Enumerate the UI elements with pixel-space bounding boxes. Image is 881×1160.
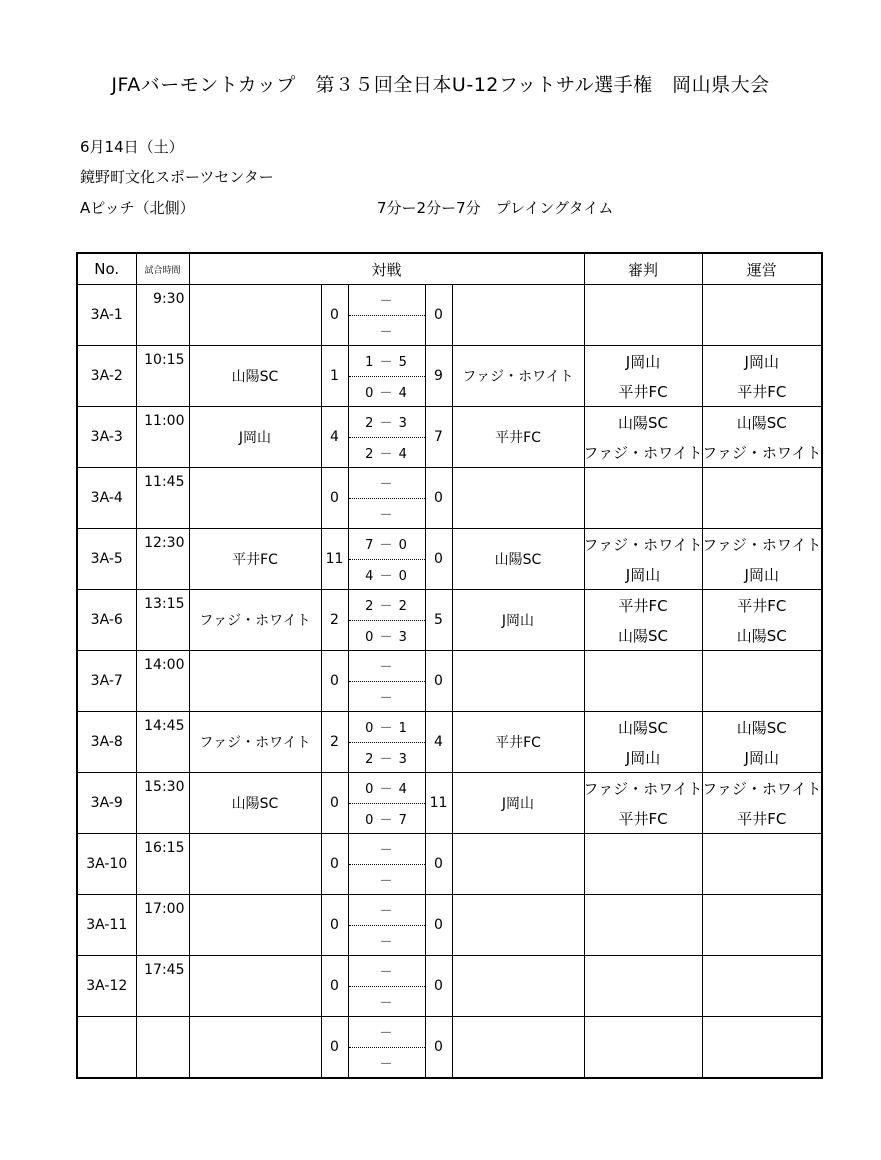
first-half-score: － (349, 1017, 425, 1048)
home-score: 11 (321, 529, 348, 590)
operation-team-2 (703, 864, 822, 894)
match-number: 3A-6 (77, 590, 136, 651)
home-team: 平井FC (189, 529, 321, 590)
home-team (189, 651, 321, 712)
operation-cell (702, 895, 822, 956)
operation-cell (702, 529, 822, 590)
home-score: 0 (321, 834, 348, 895)
operation-team-1: 山陽SC (736, 718, 787, 737)
referee-cell (584, 285, 702, 346)
home-score: 4 (321, 407, 348, 468)
header-time: 試合時間 (136, 253, 189, 285)
match-time: 16:15 (136, 834, 189, 895)
operation-team-1: ファジ・ホワイト (702, 535, 822, 554)
operation-team-2 (703, 315, 822, 345)
table-row (77, 1017, 822, 1079)
half-scores (348, 346, 425, 407)
away-score: 0 (425, 468, 452, 529)
away-team (452, 956, 584, 1017)
second-half-score: － (379, 934, 394, 950)
match-number: 3A-1 (77, 285, 136, 346)
table-row (77, 407, 822, 468)
home-score: 0 (321, 1017, 348, 1079)
referee-cell (584, 346, 702, 407)
away-team: J岡山 (452, 590, 584, 651)
table-row (77, 712, 822, 773)
table-row (77, 651, 822, 712)
operation-cell (702, 468, 822, 529)
second-half-score: 0 － 7 (365, 812, 408, 828)
operation-team-2 (703, 498, 822, 528)
referee-team-1: 山陽SC (618, 718, 668, 737)
half-scores (348, 773, 425, 834)
home-team: 山陽SC (189, 346, 321, 407)
operation-cell (702, 651, 822, 712)
header-referee: 審判 (584, 253, 702, 285)
first-half-score: 7 － 0 (349, 529, 425, 560)
document-title: JFAバーモントカップ 第３５回全日本U-12フットサル選手権 岡山県大会 (111, 74, 770, 96)
away-team (452, 895, 584, 956)
referee-cell (584, 651, 702, 712)
first-half-score: 0 － 1 (349, 712, 425, 743)
operation-team-2: 平井FC (737, 382, 787, 401)
referee-team-2: 平井FC (618, 382, 668, 401)
home-team: ファジ・ホワイト (189, 712, 321, 773)
operation-team-2 (703, 681, 822, 711)
home-score: 2 (321, 590, 348, 651)
match-number: 3A-4 (77, 468, 136, 529)
referee-team-1: 山陽SC (618, 413, 668, 432)
operation-cell (702, 407, 822, 468)
home-team: 山陽SC (189, 773, 321, 834)
half-scores (348, 1017, 425, 1079)
first-half-score: 1 － 5 (349, 346, 425, 377)
operation-team-1 (703, 834, 822, 864)
half-scores (348, 529, 425, 590)
referee-team-2 (585, 1047, 702, 1077)
referee-team-1: J岡山 (625, 352, 661, 371)
first-half-score: 2 － 3 (349, 407, 425, 438)
operation-cell (702, 1017, 822, 1079)
home-team (189, 468, 321, 529)
play-time: 7分ー2分ー7分 プレイングタイム (377, 199, 614, 217)
referee-cell (584, 834, 702, 895)
operation-cell (702, 346, 822, 407)
match-number: 3A-10 (77, 834, 136, 895)
match-number: 3A-3 (77, 407, 136, 468)
half-scores (348, 712, 425, 773)
operation-team-2: 平井FC (737, 809, 787, 828)
table-row (77, 529, 822, 590)
operation-team-1: ファジ・ホワイト (702, 779, 822, 798)
table-row (77, 590, 822, 651)
half-scores (348, 834, 425, 895)
home-team (189, 895, 321, 956)
match-date: 6月14日（土） (80, 138, 184, 156)
match-time: 9:30 (136, 285, 189, 346)
match-time: 12:30 (136, 529, 189, 590)
referee-cell (584, 468, 702, 529)
first-half-score: － (349, 651, 425, 682)
away-team (452, 1017, 584, 1079)
home-team (189, 834, 321, 895)
referee-team-1 (585, 285, 702, 315)
match-number: 3A-2 (77, 346, 136, 407)
match-number: 3A-5 (77, 529, 136, 590)
venue-name: 鏡野町文化スポーツセンター (80, 168, 274, 186)
match-number (77, 1017, 136, 1079)
operation-team-2: J岡山 (744, 748, 779, 767)
second-half-score: 4 － 0 (365, 568, 408, 584)
referee-cell (584, 529, 702, 590)
match-time: 10:15 (136, 346, 189, 407)
referee-team-1 (585, 956, 702, 986)
referee-team-2 (585, 681, 702, 711)
operation-team-2 (703, 1047, 822, 1077)
home-team (189, 956, 321, 1017)
first-half-score: － (349, 834, 425, 865)
away-score: 5 (425, 590, 452, 651)
half-scores (348, 956, 425, 1017)
match-number: 3A-8 (77, 712, 136, 773)
home-team (189, 1017, 321, 1079)
operation-team-1: 山陽SC (736, 413, 787, 432)
referee-cell (584, 895, 702, 956)
half-scores (348, 590, 425, 651)
half-scores (348, 285, 425, 346)
second-half-score: － (379, 324, 394, 340)
operation-cell (702, 590, 822, 651)
away-team: 平井FC (452, 712, 584, 773)
match-time: 11:00 (136, 407, 189, 468)
operation-team-2: ファジ・ホワイト (702, 443, 822, 462)
operation-cell (702, 956, 822, 1017)
referee-team-1 (585, 1017, 702, 1047)
schedule-table (76, 252, 823, 1079)
first-half-score: － (349, 895, 425, 926)
away-team (452, 468, 584, 529)
referee-team-1: ファジ・ホワイト (583, 779, 703, 798)
away-score: 0 (425, 529, 452, 590)
home-score: 2 (321, 712, 348, 773)
referee-team-1 (585, 834, 702, 864)
operation-team-1: 平井FC (737, 596, 787, 615)
table-row (77, 468, 822, 529)
operation-team-1 (703, 1017, 822, 1047)
referee-team-2: 平井FC (618, 809, 668, 828)
away-score: 4 (425, 712, 452, 773)
referee-cell (584, 407, 702, 468)
operation-cell (702, 773, 822, 834)
referee-team-2 (585, 498, 702, 528)
home-score: 0 (321, 285, 348, 346)
half-scores (348, 651, 425, 712)
home-score: 0 (321, 651, 348, 712)
referee-team-2 (585, 925, 702, 955)
referee-cell (584, 590, 702, 651)
first-half-score: － (349, 468, 425, 499)
match-time: 15:30 (136, 773, 189, 834)
referee-team-1 (585, 468, 702, 498)
second-half-score: 2 － 3 (365, 751, 408, 767)
referee-cell (584, 1017, 702, 1079)
away-score: 7 (425, 407, 452, 468)
home-score: 0 (321, 468, 348, 529)
away-score: 11 (425, 773, 452, 834)
referee-team-2 (585, 986, 702, 1016)
first-half-score: 2 － 2 (349, 590, 425, 621)
home-score: 0 (321, 956, 348, 1017)
second-half-score: － (379, 1056, 394, 1072)
match-time: 13:15 (136, 590, 189, 651)
operation-team-2 (703, 925, 822, 955)
match-time: 14:00 (136, 651, 189, 712)
referee-team-1: 平井FC (618, 596, 668, 615)
header-match: 対戦 (189, 253, 584, 285)
home-score: 0 (321, 773, 348, 834)
referee-team-2: 山陽SC (618, 626, 668, 645)
first-half-score: － (349, 285, 425, 316)
operation-team-2: J岡山 (744, 565, 779, 584)
referee-team-1 (585, 651, 702, 681)
away-team (452, 285, 584, 346)
table-row (77, 346, 822, 407)
table-row (77, 285, 822, 346)
second-half-score: － (379, 995, 394, 1011)
pitch-name: Aピッチ（北側） (80, 199, 195, 217)
table-row (77, 834, 822, 895)
operation-team-2: 山陽SC (736, 626, 787, 645)
operation-team-1 (703, 895, 822, 925)
away-score: 0 (425, 895, 452, 956)
home-team: ファジ・ホワイト (189, 590, 321, 651)
second-half-score: － (379, 690, 394, 706)
operation-team-1 (703, 468, 822, 498)
half-scores (348, 407, 425, 468)
operation-cell (702, 712, 822, 773)
away-team (452, 834, 584, 895)
match-number: 3A-7 (77, 651, 136, 712)
header-no: No. (77, 253, 136, 285)
referee-team-2: J岡山 (625, 565, 661, 584)
away-team (452, 651, 584, 712)
operation-team-1 (703, 285, 822, 315)
referee-team-2 (585, 864, 702, 894)
match-time: 17:00 (136, 895, 189, 956)
away-score: 0 (425, 285, 452, 346)
away-score: 0 (425, 651, 452, 712)
operation-team-1 (703, 651, 822, 681)
away-team: J岡山 (452, 773, 584, 834)
match-time: 11:45 (136, 468, 189, 529)
referee-team-1 (585, 895, 702, 925)
match-time: 14:45 (136, 712, 189, 773)
match-number: 3A-12 (77, 956, 136, 1017)
first-half-score: － (349, 956, 425, 987)
referee-team-2 (585, 315, 702, 345)
away-score: 0 (425, 1017, 452, 1079)
match-number: 3A-9 (77, 773, 136, 834)
away-score: 9 (425, 346, 452, 407)
second-half-score: － (379, 873, 394, 889)
home-team (189, 285, 321, 346)
schedule-body (77, 285, 822, 1079)
home-score: 1 (321, 346, 348, 407)
referee-cell (584, 773, 702, 834)
away-score: 0 (425, 834, 452, 895)
referee-team-2: ファジ・ホワイト (583, 443, 703, 462)
operation-cell (702, 285, 822, 346)
table-row (77, 895, 822, 956)
away-team: 平井FC (452, 407, 584, 468)
table-row (77, 956, 822, 1017)
second-half-score: 0 － 4 (365, 385, 408, 401)
referee-team-1: ファジ・ホワイト (583, 535, 703, 554)
operation-team-1: J岡山 (744, 352, 779, 371)
match-time (136, 1017, 189, 1079)
home-team: J岡山 (189, 407, 321, 468)
operation-cell (702, 834, 822, 895)
away-team: ファジ・ホワイト (452, 346, 584, 407)
header-operation: 運営 (702, 253, 822, 285)
match-number: 3A-11 (77, 895, 136, 956)
operation-team-2 (703, 986, 822, 1016)
home-score: 0 (321, 895, 348, 956)
away-score: 0 (425, 956, 452, 1017)
second-half-score: － (379, 507, 394, 523)
referee-team-2: J岡山 (625, 748, 661, 767)
match-time: 17:45 (136, 956, 189, 1017)
second-half-score: 0 － 3 (365, 629, 408, 645)
half-scores (348, 895, 425, 956)
away-team: 山陽SC (452, 529, 584, 590)
operation-team-1 (703, 956, 822, 986)
half-scores (348, 468, 425, 529)
table-row (77, 773, 822, 834)
first-half-score: 0 － 4 (349, 773, 425, 804)
referee-cell (584, 956, 702, 1017)
second-half-score: 2 － 4 (365, 446, 408, 462)
referee-cell (584, 712, 702, 773)
